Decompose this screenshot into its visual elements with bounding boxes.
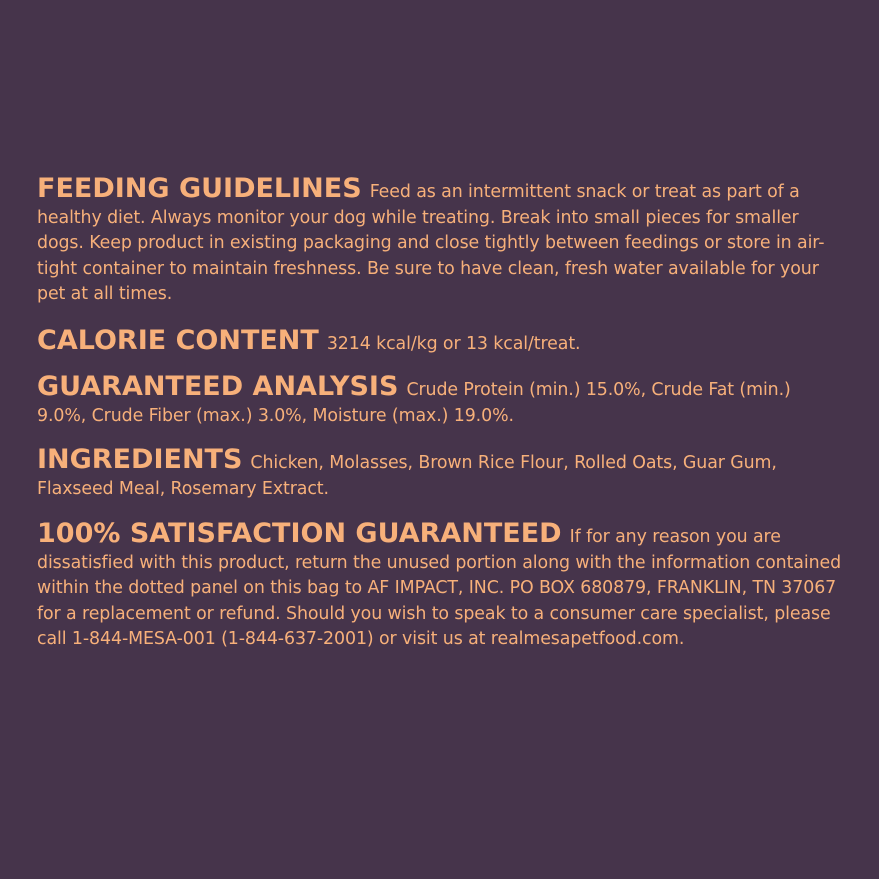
feeding-guidelines-section bbox=[37, 173, 845, 308]
guaranteed-analysis-text: Crude Protein (min.) 15.0%, Crude Fat (min.) 9.0%, Crude Fiber (max.) 3.0%, Moisture (max.) 19.0%. bbox=[37, 380, 791, 426]
guaranteed-analysis-section bbox=[37, 371, 845, 429]
calorie-content-section bbox=[37, 324, 845, 358]
guaranteed-analysis-heading: GUARANTEED ANALYSIS bbox=[37, 371, 399, 402]
satisfaction-guarantee-text: If for any reason you are dissatisfied with this product, return the unused portion along with the information contained within the dotted panel on this bag to AF IMPACT, INC. PO BOX 680879, FRANKLIN, TN 37067 for a replacement or refund. Should you wish to speak to a consumer care specialist, please call 1-844-MESA-001 (1-844-637-2001) or visit us at realmesapetfood.com. bbox=[37, 527, 842, 649]
satisfaction-guarantee-section bbox=[37, 518, 845, 653]
ingredients-heading: INGREDIENTS bbox=[37, 444, 243, 475]
calorie-content-heading: CALORIE CONTENT bbox=[37, 324, 319, 356]
feeding-guidelines-text: Feed as an intermittent snack or treat as part of a healthy diet. Always monitor your dog while treating. Break into small pieces for smaller dogs. Keep product in existing packaging and close tightly between feedings or store in air-tight container to maintain freshness. Be sure to have clean, fresh water available for your pet at all times. bbox=[37, 182, 825, 304]
calorie-content-text: 3214 kcal/kg or 13 kcal/treat. bbox=[326, 333, 581, 354]
ingredients-text: Chicken, Molasses, Brown Rice Flour, Rolled Oats, Guar Gum, Flaxseed Meal, Rosemary Extract. bbox=[37, 453, 777, 499]
label-panel bbox=[37, 173, 845, 669]
ingredients-section bbox=[37, 444, 845, 502]
feeding-guidelines-heading: FEEDING GUIDELINES bbox=[37, 173, 362, 204]
satisfaction-guarantee-heading: 100% SATISFACTION GUARANTEED bbox=[37, 518, 562, 549]
